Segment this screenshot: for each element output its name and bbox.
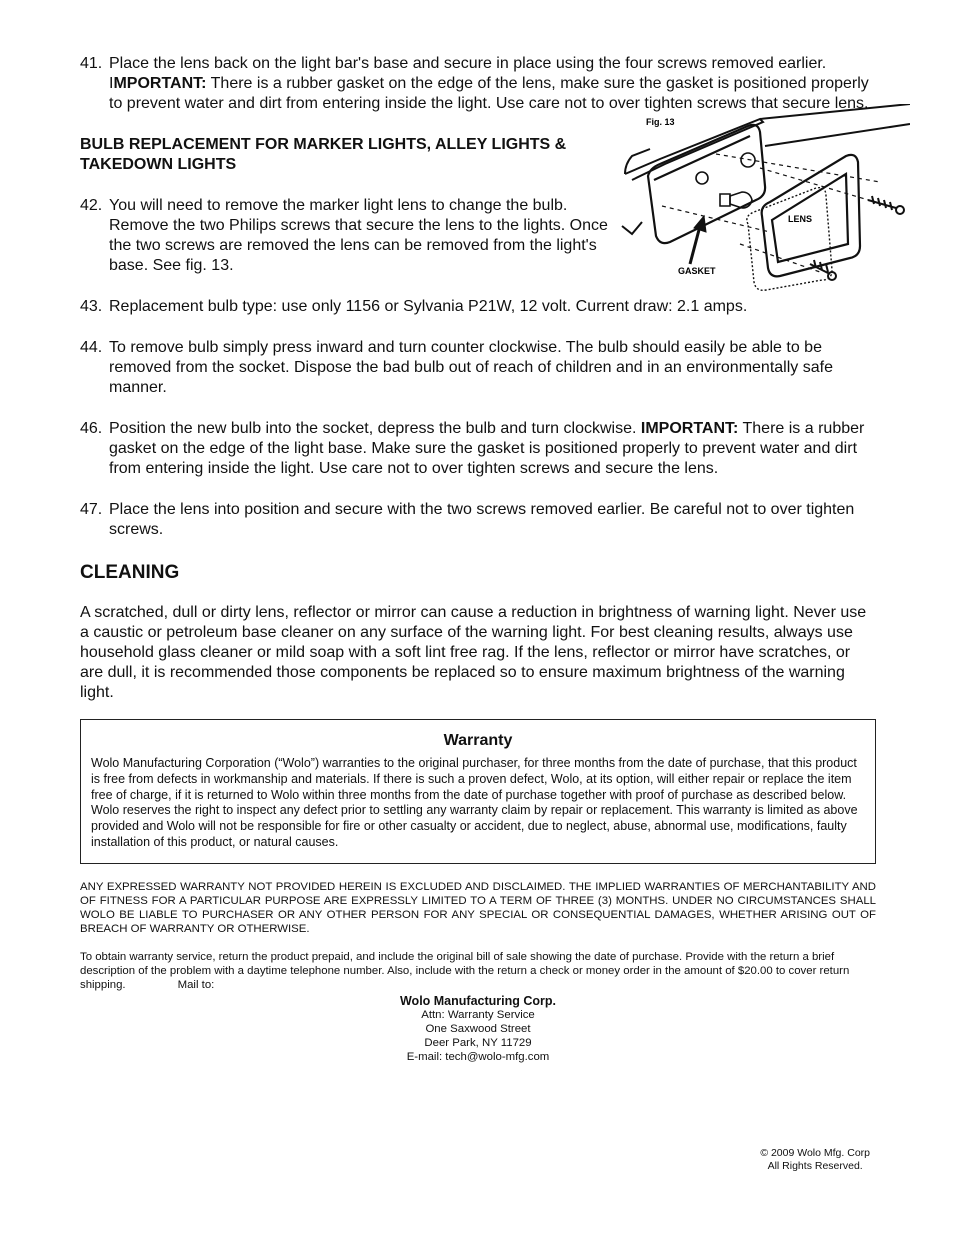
address-street: One Saxwood Street: [425, 1022, 531, 1035]
step-text: You will need to remove the marker light lens to change the bulb. Remove the two Philips screws that secure the lens to the lights. Once the two screws are removed the lens can be removed from the light's base. See fig. 13.: [109, 197, 608, 274]
warranty-service-instructions: [80, 950, 876, 992]
step-number: 41.: [80, 55, 103, 72]
address-city: Deer Park, NY 11729: [424, 1036, 532, 1049]
warranty-disclaimer: ANY EXPRESSED WARRANTY NOT PROVIDED HEREIN IS EXCLUDED AND DISCLAIMED. THE IMPLIED WARRANTIES OF MERCHANTABILITY AND OF FITNESS FOR A PARTICULAR PURPOSE ARE EXPRESSLY LIMITED TO A TERM OF THREE (3) MONTHS. UNDER NO CIRCUMSTANCES SHALL WOLO BE LIABLE TO PURCHASER OR ANY OTHER PERSON FOR ANY SPECIAL OR CONSEQUENTIAL DAMAGES, WHETHER ARISING OUT OF BREACH OF WARRANTY OR OTHERWISE.: [80, 880, 876, 935]
fig-13-marker-light-diagram: [620, 104, 910, 294]
mailing-address: [80, 994, 876, 1064]
important-label: IMPORTANT:: [640, 420, 739, 437]
step-number: 47.: [80, 501, 103, 518]
address-company: Wolo Manufacturing Corp.: [399, 993, 556, 1008]
warranty-text: Wolo Manufacturing Corporation (“Wolo”) warranties to the original purchaser, for three months from the date of purchase, that this product is free from defects in workmanship and materials. If there is such a proven defect, Wolo, at its option, will either repair or replace the item free of charge, if it is returned to Wolo within three months from the date of purchase together with proof of purchase as described below. Wolo reserves the right to inspect any defect prior to settling any warranty claim by repair or replacement. This warranty is limited as above provided and Wolo will not be responsible for fire or other casualty or accident, due to neglect, abuse, abnormal use, modifications, faulty installation of this product, or natural causes.: [91, 756, 858, 849]
lens-label: LENS: [788, 214, 813, 224]
gasket-arrow-icon: [690, 216, 706, 264]
step-number: 44.: [80, 339, 103, 356]
gasket-outline: [747, 188, 832, 291]
step-text: Replacement bulb type: use only 1156 or Sylvania P21W, 12 volt. Current draw: 2.1 amps.: [109, 298, 748, 315]
step-text: Position the new bulb into the socket, depress the bulb and turn clockwise.: [109, 420, 641, 437]
cleaning-heading: CLEANING: [80, 562, 180, 583]
step-42: [80, 196, 609, 276]
screw-icon: [810, 196, 904, 280]
important-label: MPORTANT:: [113, 75, 207, 92]
bulb-replacement-heading: BULB REPLACEMENT FOR MARKER LIGHTS, ALLEY LIGHTS & TAKEDOWN LIGHTS: [80, 136, 567, 173]
figure-label: Fig. 13: [646, 117, 675, 127]
step-text-continued: There is a rubber gasket on the edge of the lens, make sure the gasket is positioned properly to prevent water and dirt from entering inside the light. Use care not to over tighten screws that secure lens.: [109, 75, 869, 112]
warranty-box: [80, 719, 876, 864]
warranty-title: Warranty: [443, 732, 513, 749]
step-text: To remove bulb simply press inward and turn counter clockwise. The bulb should easily be able to be removed from the socket. Dispose the bad bulb out of reach of children and in an environmentally safe manner.: [109, 339, 833, 396]
service-text: To obtain warranty service, return the product prepaid, and include the original bill of sale showing the date of purchase. Provide with the return a brief description of the problem with a daytime telephone number. Also, include with the return a check or money order in the amount of $20.00 to cover return shipping.: [80, 950, 850, 991]
step-text: Place the lens into position and secure with the two screws removed earlier. Be careful not to over tighten screws.: [109, 501, 855, 538]
step-text: Place the lens back on the light bar's base and secure in place using the four screws removed earlier. I: [109, 55, 827, 92]
step-text-continued: There is a rubber gasket on the edge of the light base. Make sure the gasket is positioned properly to prevent water and dirt from entering inside the light. Use care not to over tighten screws and secure the lens.: [109, 420, 865, 477]
mail-to-label: Mail to:: [177, 978, 215, 991]
step-47: [80, 500, 876, 540]
copyright-notice: [760, 1147, 870, 1173]
step-number: 42.: [80, 197, 103, 214]
step-number: 46.: [80, 420, 103, 437]
light-base-housing: [648, 125, 765, 243]
cleaning-text: A scratched, dull or dirty lens, reflector or mirror can cause a reduction in brightness of warning light. Never use a caustic or petroleum base cleaner on any surface of the warning light. For best cleaning results, always use household glass cleaner or mild soap with a soft lint free rag. If the lens, reflector or mirror have scratches, or are dull, it is recommended those components be replaced so to ensure maximum brightness of the warning light.: [80, 604, 867, 701]
step-number: 43.: [80, 298, 103, 315]
address-attn: Attn: Warranty Service: [421, 1008, 535, 1021]
step-43: [80, 297, 876, 317]
copyright-line: © 2009 Wolo Mfg. Corp: [760, 1147, 870, 1159]
rights-line: All Rights Reserved.: [767, 1160, 863, 1172]
gasket-label: GASKET: [678, 266, 716, 276]
alignment-lines: [662, 154, 882, 272]
address-email: E-mail: tech@wolo-mfg.com: [406, 1050, 550, 1063]
bulb-icon: [696, 153, 755, 208]
step-46: [80, 419, 876, 479]
step-44: [80, 338, 876, 398]
